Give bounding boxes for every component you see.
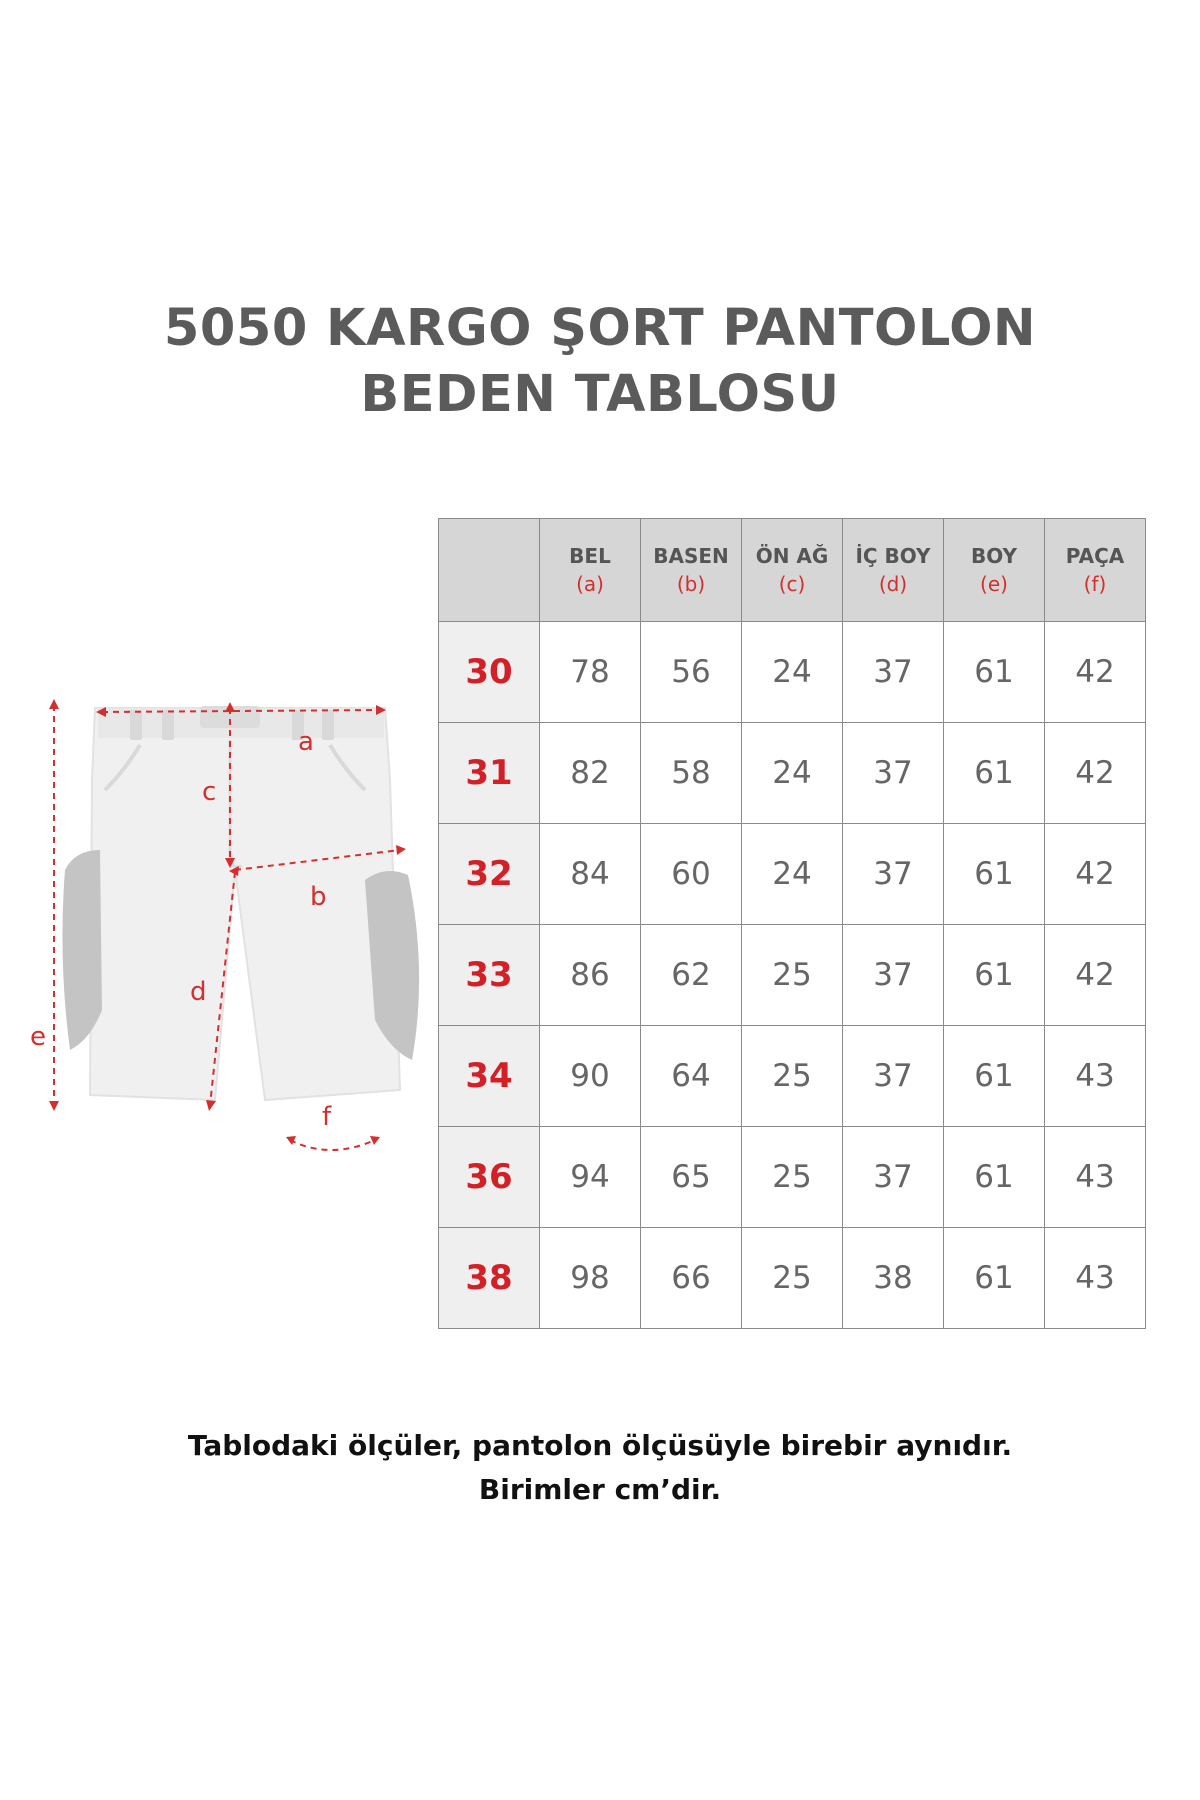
table-row <box>439 723 1146 824</box>
value-cell: 25 <box>742 1228 843 1329</box>
value-cell: 37 <box>843 1026 944 1127</box>
value-cell: 56 <box>641 622 742 723</box>
value-cell: 98 <box>540 1228 641 1329</box>
value-cell: 43 <box>1045 1127 1146 1228</box>
value-cell: 61 <box>944 1127 1045 1228</box>
size-cell: 38 <box>439 1228 540 1329</box>
label-c: c <box>202 777 217 807</box>
shorts-shape <box>90 708 400 1100</box>
value-cell: 25 <box>742 1026 843 1127</box>
header-corner <box>439 519 540 622</box>
table-row <box>439 925 1146 1026</box>
value-cell: 84 <box>540 824 641 925</box>
value-cell: 66 <box>641 1228 742 1329</box>
header-bel: BEL (a) <box>540 519 641 622</box>
value-cell: 61 <box>944 1228 1045 1329</box>
value-cell: 61 <box>944 723 1045 824</box>
left-cargo-pocket <box>62 850 102 1050</box>
value-cell: 24 <box>742 824 843 925</box>
label-f: f <box>322 1102 332 1132</box>
value-cell: 60 <box>641 824 742 925</box>
header-basen: BASEN (b) <box>641 519 742 622</box>
title-line-2: BEDEN TABLOSU <box>360 365 840 424</box>
header-row <box>439 519 1146 622</box>
value-cell: 43 <box>1045 1228 1146 1329</box>
belt-loop-1 <box>130 710 142 740</box>
label-a: a <box>298 727 314 757</box>
value-cell: 37 <box>843 1127 944 1228</box>
belt-loop-4 <box>322 710 334 740</box>
header-boy: BOY (e) <box>944 519 1045 622</box>
size-cell: 30 <box>439 622 540 723</box>
size-cell: 32 <box>439 824 540 925</box>
header-paca: PAÇA (f) <box>1045 519 1146 622</box>
value-cell: 58 <box>641 723 742 824</box>
size-cell: 36 <box>439 1127 540 1228</box>
value-cell: 94 <box>540 1127 641 1228</box>
header-on-ag: ÖN AĞ (c) <box>742 519 843 622</box>
size-cell: 31 <box>439 723 540 824</box>
value-cell: 24 <box>742 622 843 723</box>
shorts-diagram <box>30 690 430 1160</box>
value-cell: 25 <box>742 1127 843 1228</box>
header-ic-boy: İÇ BOY (d) <box>843 519 944 622</box>
size-table <box>438 518 1146 1329</box>
value-cell: 78 <box>540 622 641 723</box>
value-cell: 42 <box>1045 723 1146 824</box>
label-e: e <box>30 1022 46 1052</box>
value-cell: 90 <box>540 1026 641 1127</box>
value-cell: 61 <box>944 824 1045 925</box>
value-cell: 42 <box>1045 622 1146 723</box>
value-cell: 82 <box>540 723 641 824</box>
footnote-line-2: Birimler cm’dir. <box>478 1473 722 1506</box>
value-cell: 65 <box>641 1127 742 1228</box>
value-cell: 25 <box>742 925 843 1026</box>
value-cell: 61 <box>944 925 1045 1026</box>
size-cell: 33 <box>439 925 540 1026</box>
table-row <box>439 1228 1146 1329</box>
value-cell: 37 <box>843 824 944 925</box>
measure-f <box>290 1140 375 1150</box>
footnote <box>0 1424 1200 1512</box>
label-d: d <box>190 977 207 1007</box>
value-cell: 37 <box>843 925 944 1026</box>
table-row <box>439 824 1146 925</box>
table-row <box>439 1026 1146 1127</box>
title-line-1: 5050 KARGO ŞORT PANTOLON <box>163 299 1037 358</box>
belt-loop-2 <box>162 710 174 740</box>
value-cell: 42 <box>1045 925 1146 1026</box>
page-title <box>0 296 1200 428</box>
value-cell: 86 <box>540 925 641 1026</box>
table-row <box>439 622 1146 723</box>
value-cell: 24 <box>742 723 843 824</box>
value-cell: 64 <box>641 1026 742 1127</box>
value-cell: 37 <box>843 723 944 824</box>
value-cell: 62 <box>641 925 742 1026</box>
value-cell: 38 <box>843 1228 944 1329</box>
label-b: b <box>310 882 327 912</box>
value-cell: 43 <box>1045 1026 1146 1127</box>
value-cell: 37 <box>843 622 944 723</box>
value-cell: 61 <box>944 622 1045 723</box>
size-cell: 34 <box>439 1026 540 1127</box>
value-cell: 61 <box>944 1026 1045 1127</box>
value-cell: 42 <box>1045 824 1146 925</box>
table-row <box>439 1127 1146 1228</box>
footnote-line-1: Tablodaki ölçüler, pantolon ölçüsüyle birebir aynıdır. <box>187 1429 1013 1462</box>
